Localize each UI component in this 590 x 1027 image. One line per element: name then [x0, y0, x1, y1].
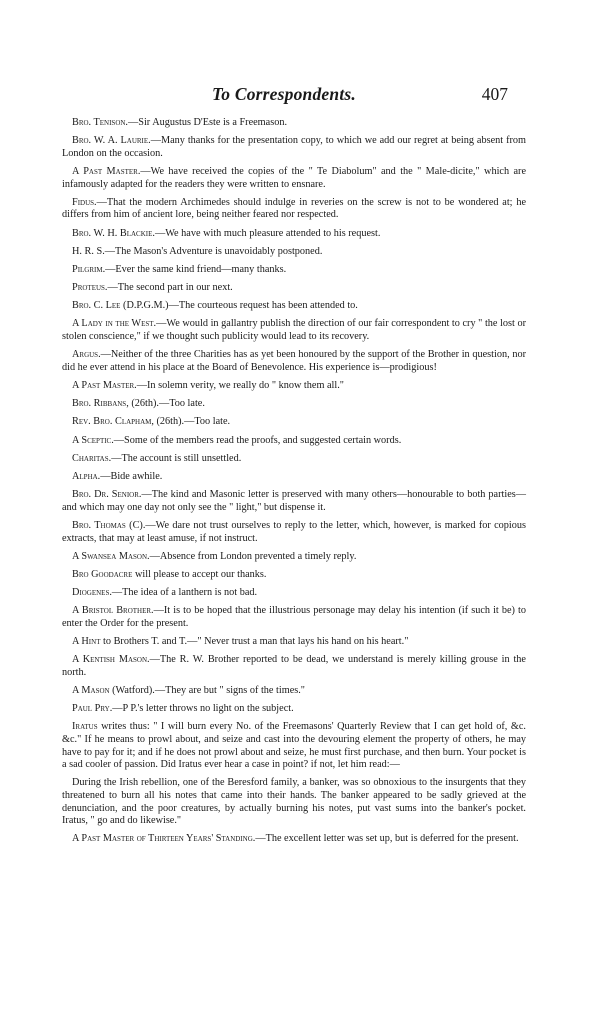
correspondent-entry: [62, 777, 526, 827]
correspondent-name: A Swansea Mason.: [72, 550, 150, 562]
correspondent-entry: [62, 520, 526, 545]
correspondent-reply: —Sir Augustus D'Este is a Freemason.: [128, 117, 288, 128]
correspondent-name: A Kentish Mason.: [72, 654, 150, 666]
correspondents-list: [62, 117, 526, 852]
correspondent-name: Alpha.: [72, 470, 101, 482]
correspondent-entry: [62, 703, 526, 716]
correspondent-reply: to Brothers T. and T.—" Never trust a man that lays his hand on his heart.": [100, 636, 409, 648]
correspondent-entry: [62, 117, 526, 130]
correspondent-reply: —Neither of the three Charities has as yet been honoured by the support of the Brother in question, nor did he ever attend in his place at the Board of Benevolence. His experience is—prodigious!: [62, 349, 526, 373]
correspondent-reply: (Watford).—They are but " signs of the times.": [109, 685, 305, 697]
correspondent-name: Rev. Bro. Clapham,: [72, 416, 154, 428]
correspondent-reply: —The R. W. Brother reported to be dead, we understand is merely killing grouse in the north.: [62, 654, 526, 678]
correspondent-entry: [62, 300, 526, 313]
correspondent-name: A Past Master.: [72, 165, 141, 177]
correspondent-reply: (C).—We dare not trust ourselves to reply to the letter, which, however, is marked for copious extracts, that may at least amuse, if not instruct.: [62, 519, 527, 544]
correspondent-entry: [62, 349, 526, 374]
correspondent-entry: [62, 833, 526, 846]
correspondent-name: A Bristol Brother.: [72, 605, 154, 617]
correspondent-name: Bro. Thomas: [72, 519, 126, 531]
correspondent-entry: [62, 398, 526, 411]
correspondent-reply: —Many thanks for the presentation copy, to which we add our regret at being absent from London on the occasion.: [62, 135, 526, 159]
correspondent-name: Diogenes.: [72, 587, 112, 599]
correspondent-name: H. R. S.: [72, 245, 105, 257]
correspondent-reply: —The account is still unsettled.: [111, 452, 242, 464]
correspondent-entry: [62, 435, 526, 448]
correspondent-entry: [62, 721, 526, 771]
correspondent-reply: (26th).—Too late.: [153, 416, 231, 428]
correspondent-entry: [62, 166, 526, 191]
correspondent-name: Bro. W. A. Laurie.: [72, 135, 151, 147]
correspondent-entry: [62, 135, 526, 160]
correspondent-name: A Past Master of Thirteen Years' Standing.: [72, 833, 256, 845]
correspondent-name: Charitas.: [72, 452, 112, 464]
correspondent-entry: [62, 605, 526, 630]
correspondent-reply: —P P.'s letter throws no light on the subject.: [112, 703, 294, 715]
correspondent-reply: will please to accept our thanks.: [132, 568, 267, 580]
correspondent-entry: [62, 654, 526, 679]
correspondent-name: A Sceptic.: [72, 434, 114, 446]
correspondent-entry: [62, 471, 526, 484]
correspondent-reply: —We have received the copies of the " Te Diabolum" and the " Male-dicite," which are infamously adapted for the readers they were written to ensnare.: [62, 165, 527, 190]
correspondent-reply: (D.P.G.M.)—The courteous request has been attended to.: [120, 300, 358, 312]
correspondent-entry: [62, 228, 526, 241]
correspondent-entry: [62, 197, 526, 222]
correspondent-reply: —Bide awhile.: [100, 470, 163, 482]
correspondent-entry: [62, 685, 526, 698]
correspondent-reply: —The idea of a lanthern is not bad.: [111, 587, 258, 599]
correspondent-name: A Past Master.: [72, 380, 137, 392]
correspondent-entry: [62, 551, 526, 564]
correspondent-entry: [62, 416, 526, 429]
correspondent-entry: [62, 569, 526, 582]
correspondent-name: Bro. Ribbans,: [72, 398, 129, 410]
correspondent-reply: —The kind and Masonic letter is preserved with many others—honourable to both parties—and which may one day not only see the " light," but dispense it.: [62, 489, 526, 513]
correspondent-entry: [62, 246, 526, 259]
correspondent-entry: [62, 453, 526, 466]
correspondent-name: Fidus.: [72, 196, 97, 208]
correspondent-name: Argus.: [72, 349, 101, 361]
page-number: 407: [481, 84, 508, 104]
correspondent-name: A Mason: [72, 685, 110, 697]
correspondent-entry: [62, 636, 526, 649]
correspondent-reply: —It is to be hoped that the illustrious personage may delay his intention (if such it be) to enter the Order for the present.: [62, 605, 526, 629]
correspondent-reply: —We have with much pleasure attended to his request.: [154, 227, 381, 239]
page-title: To Correspondents.: [212, 84, 356, 104]
correspondent-reply: —In solemn verity, we really do " know them all.": [136, 380, 344, 392]
correspondent-reply: —That the modern Archimedes should indulge in reveries on the screw is not to be wondered at; he differs from him of ancient lore, being neither feared nor respected.: [62, 196, 526, 221]
correspondent-reply: —Some of the members read the proofs, and suggested certain words.: [113, 434, 402, 446]
correspondent-name: Bro. W. H. Blackie.: [72, 227, 155, 239]
correspondent-name: A Hint: [72, 636, 101, 648]
correspondent-name: Bro. Dr. Senior.: [72, 489, 142, 501]
correspondent-reply: —The second part in our next.: [107, 282, 233, 294]
correspondent-reply: —The Mason's Adventure is unavoidably postponed.: [104, 245, 323, 257]
correspondent-reply: During the Irish rebellion, one of the Beresford family, a banker, was so obnoxious to the insurgents that they threatened to burn all his notes that came into their hands. The banker appeared to be sadly grieved at the denunciation, and the poor creatures, by actually burning his notes, put vast sums into the banker's pocket. Iratus, " go and do likewise.": [62, 777, 526, 827]
correspondent-reply: —Ever the same kind friend—many thanks.: [105, 263, 287, 275]
correspondent-name: Pilgrim.: [72, 263, 106, 275]
running-head: [60, 84, 508, 108]
correspondent-name: Paul Pry.: [72, 703, 113, 715]
correspondent-name: Proteus.: [72, 282, 108, 294]
correspondent-name: Bro Goodacre: [72, 568, 133, 580]
correspondent-name: A Lady in the West.: [72, 318, 157, 330]
correspondent-name: Bro. Tenison.: [72, 117, 128, 128]
correspondent-reply: —Absence from London prevented a timely reply.: [149, 550, 357, 562]
correspondent-name: Bro. C. Lee: [72, 300, 121, 312]
correspondent-entry: [62, 489, 526, 514]
correspondent-reply: (26th).—Too late.: [128, 398, 205, 410]
correspondent-reply: writes thus: " I will burn every No. of the Freemasons' Quarterly Review that I can get hold of, &c. &c." If he means to prowl about, and seize and cast into the devouring element the property of others, he may have to pay for it; and if he does not prowl about and seize, he must first purchase, and then burn. Your pocket is a sad cooler of passion. Did Iratus ever hear a case in point? if not, let him read:—: [62, 721, 526, 771]
correspondent-entry: [62, 282, 526, 295]
correspondent-entry: [62, 380, 526, 393]
correspondent-entry: [62, 318, 526, 343]
correspondent-entry: [62, 264, 526, 277]
correspondent-reply: —We would in gallantry publish the direction of our fair correspondent to cry " the lost or stolen conscience," if we thought such publicity would lead to its recovery.: [62, 318, 526, 343]
correspondent-reply: —The excellent letter was set up, but is deferred for the present.: [255, 833, 519, 845]
correspondent-name: Iratus: [72, 721, 98, 733]
correspondent-entry: [62, 587, 526, 600]
